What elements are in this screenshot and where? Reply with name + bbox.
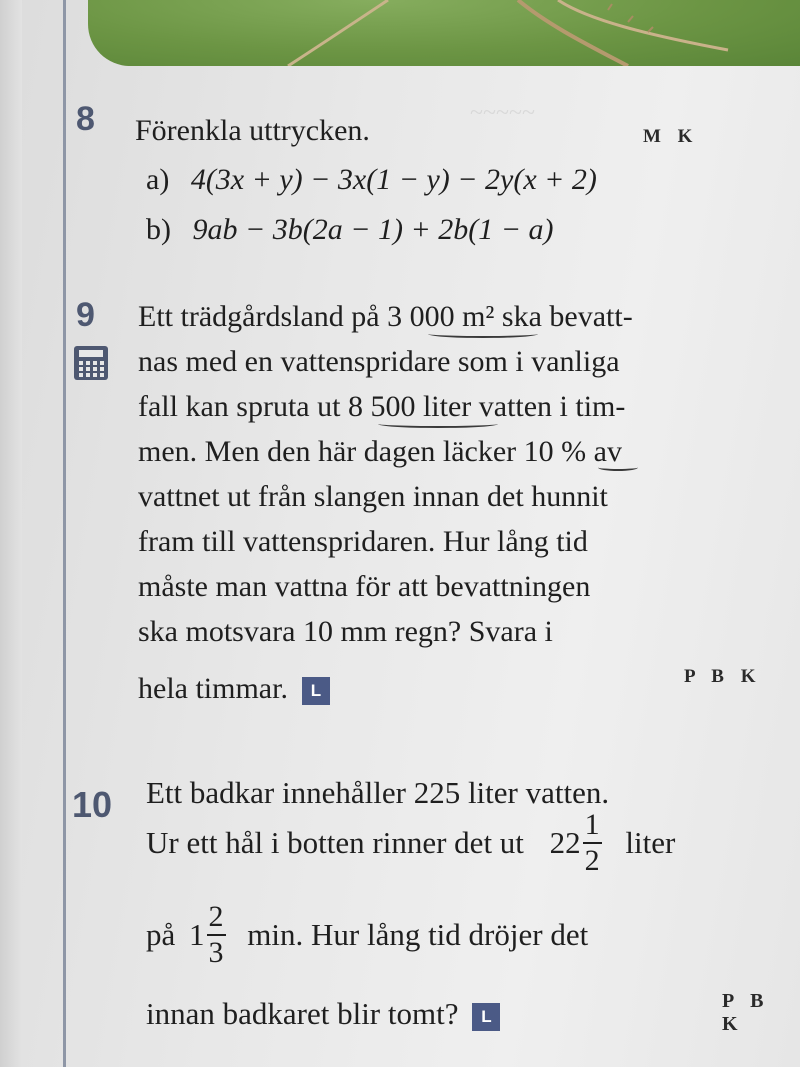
plant-stems-icon — [88, 0, 800, 66]
problem-9-line-8: ska motsvara 10 mm regn? Svara i — [138, 615, 553, 648]
page-fold-shadow — [0, 0, 22, 1067]
level-badge: L — [302, 677, 330, 705]
problem-8-prompt: Förenkla uttrycken. — [135, 114, 370, 147]
pencil-underline — [378, 420, 498, 428]
part-b — [146, 213, 553, 247]
mixed-number-whole: 1 — [189, 917, 205, 952]
fraction-denominator: 2 — [584, 844, 600, 877]
pencil-underline — [598, 464, 638, 471]
part-expression: 9ab − 3b(2a − 1) + 2b(1 − a) — [192, 213, 554, 246]
part-label: b) — [146, 213, 171, 246]
problem-10-text: Ur ett hål i botten rinner det ut — [146, 825, 524, 860]
problem-10-line-3 — [146, 900, 588, 970]
bleed-through-text: ~~~~~ — [470, 100, 535, 126]
problem-number: 8 — [76, 100, 95, 138]
problem-number: 9 — [76, 296, 95, 334]
problem-9-tag: P B K — [684, 666, 762, 687]
problem-9-line-1: Ett trädgårdsland på 3 000 m² ska bevatt- — [138, 300, 633, 333]
problem-10-line-4 — [146, 996, 500, 1032]
fraction — [207, 900, 226, 970]
part-a — [146, 163, 597, 197]
fraction-numerator: 1 — [583, 808, 602, 844]
part-expression: 4(3x + y) − 3x(1 − y) − 2y(x + 2) — [190, 163, 597, 196]
level-badge: L — [472, 1003, 500, 1031]
fraction — [583, 808, 602, 878]
problem-10-line-2 — [146, 808, 675, 878]
mixed-number-whole: 22 — [549, 825, 581, 860]
fraction-numerator: 2 — [207, 900, 226, 936]
part-label: a) — [146, 163, 170, 196]
margin-line — [63, 0, 66, 1067]
problem-number: 10 — [72, 784, 113, 825]
problem-9-last-text: hela timmar. — [138, 672, 288, 705]
problem-10-line-1: Ett badkar innehåller 225 liter vatten. — [146, 775, 610, 810]
fraction-denominator: 3 — [208, 936, 224, 969]
problem-10-last-text: innan badkaret blir tomt? — [146, 996, 459, 1031]
problem-9-line-7: måste man vattna för att bevattningen — [138, 570, 591, 603]
problem-10-text: på — [146, 917, 176, 952]
problem-9-line-5: vattnet ut från slangen innan det hunnit — [138, 480, 608, 513]
header-photo — [88, 0, 800, 66]
problem-10-tag: P B K — [722, 990, 770, 1035]
pencil-underline — [428, 330, 538, 338]
problem-9-line-2: nas med en vattenspridare som i vanliga — [138, 345, 620, 378]
problem-10-text: liter — [625, 825, 676, 860]
calculator-icon — [74, 346, 108, 380]
problem-8-tag: M K — [643, 126, 699, 147]
problem-9-line-4: men. Men den här dagen läcker 10 % av — [138, 435, 622, 468]
problem-10-text: min. Hur lång tid dröjer det — [247, 917, 589, 952]
problem-9-line-3: fall kan spruta ut 8 500 liter vatten i tim- — [138, 390, 626, 423]
problem-9-line-9 — [138, 672, 330, 706]
problem-9-line-6: fram till vattenspridaren. Hur lång tid — [138, 525, 588, 558]
